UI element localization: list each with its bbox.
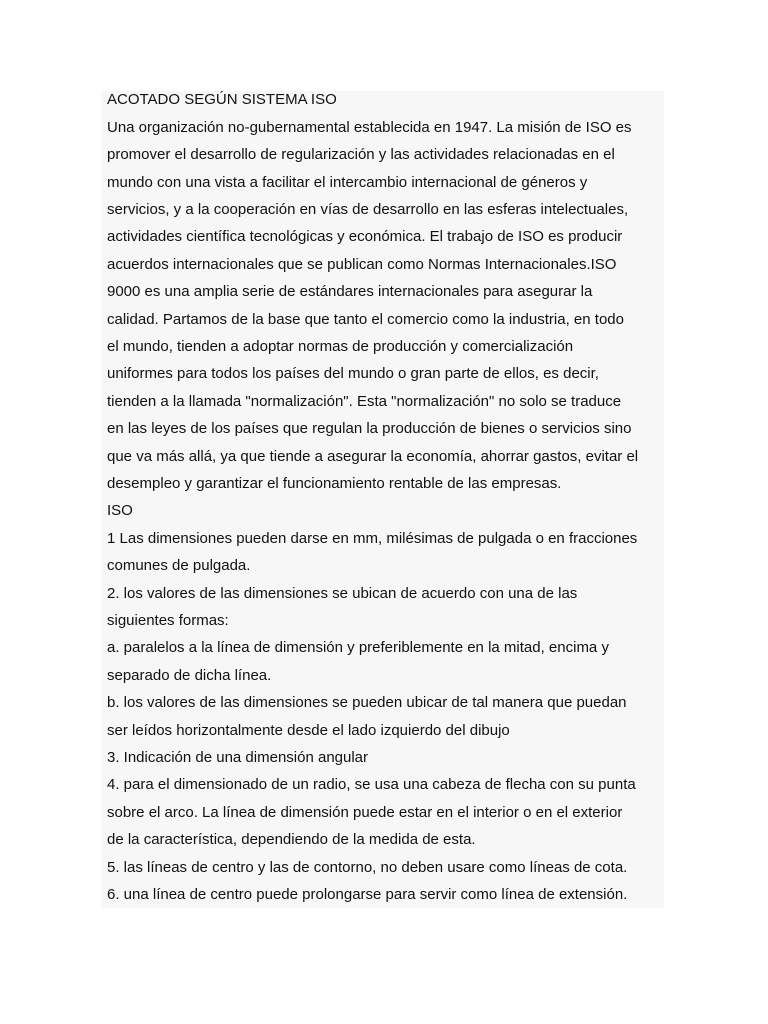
list-item: a. paralelos a la línea de dimensión y preferiblemente en la mitad, encima y bbox=[107, 639, 609, 656]
text-line: que va más allá, ya que tiende a asegurar la economía, ahorrar gastos, evitar el bbox=[107, 448, 639, 465]
list-item: de la característica, dependiendo de la medida de esta. bbox=[107, 831, 476, 848]
list-item: separado de dicha línea. bbox=[107, 667, 272, 684]
list-item: 5. las líneas de centro y las de contorno, no deben usare como líneas de cota. bbox=[107, 859, 628, 876]
list-item: 3. Indicación de una dimensión angular bbox=[107, 749, 369, 766]
text-line: el mundo, tienden a adoptar normas de producción y comercialización bbox=[107, 338, 574, 355]
text-line: promover el desarrollo de regularización y las actividades relacionadas en el bbox=[107, 146, 615, 163]
text-line: calidad. Partamos de la base que tanto el comercio como la industria, en todo bbox=[107, 311, 624, 328]
text-block bbox=[101, 91, 664, 908]
document-title: ACOTADO SEGÚN SISTEMA ISO bbox=[107, 91, 337, 108]
text-line: actividades científica tecnológicas y económica. El trabajo de ISO es producir bbox=[107, 228, 623, 245]
list-item: 4. para el dimensionado de un radio, se usa una cabeza de flecha con su punta bbox=[107, 776, 636, 793]
list-item: 2. los valores de las dimensiones se ubican de acuerdo con una de las bbox=[107, 585, 578, 602]
text-line: desempleo y garantizar el funcionamiento rentable de las empresas. bbox=[107, 475, 562, 492]
list-item: 6. una línea de centro puede prolongarse para servir como línea de extensión. bbox=[107, 886, 628, 903]
text-line: en las leyes de los países que regulan la producción de bienes o servicios sino bbox=[107, 420, 632, 437]
text-line: servicios, y a la cooperación en vías de desarrollo en las esferas intelectuales, bbox=[107, 201, 629, 218]
text-line: 9000 es una amplia serie de estándares internacionales para asegurar la bbox=[107, 283, 593, 300]
list-item: 1 Las dimensiones pueden darse en mm, milésimas de pulgada o en fracciones bbox=[107, 530, 638, 547]
list-item: sobre el arco. La línea de dimensión puede estar en el interior o en el exterior bbox=[107, 804, 623, 821]
text-line: uniformes para todos los países del mundo o gran parte de ellos, es decir, bbox=[107, 365, 599, 382]
text-line: Una organización no-gubernamental establecida en 1947. La misión de ISO es bbox=[107, 119, 632, 136]
list-item: ser leídos horizontalmente desde el lado izquierdo del dibujo bbox=[107, 722, 510, 739]
text-line: tienden a la llamada "normalización". Esta "normalización" no solo se traduce bbox=[107, 393, 622, 410]
section-heading: ISO bbox=[107, 502, 133, 519]
text-line: acuerdos internacionales que se publican como Normas Internacionales.ISO bbox=[107, 256, 617, 273]
list-item: b. los valores de las dimensiones se pueden ubicar de tal manera que puedan bbox=[107, 694, 627, 711]
list-item: siguientes formas: bbox=[107, 612, 229, 629]
text-line: mundo con una vista a facilitar el intercambio internacional de géneros y bbox=[107, 174, 588, 191]
list-item: comunes de pulgada. bbox=[107, 557, 251, 574]
